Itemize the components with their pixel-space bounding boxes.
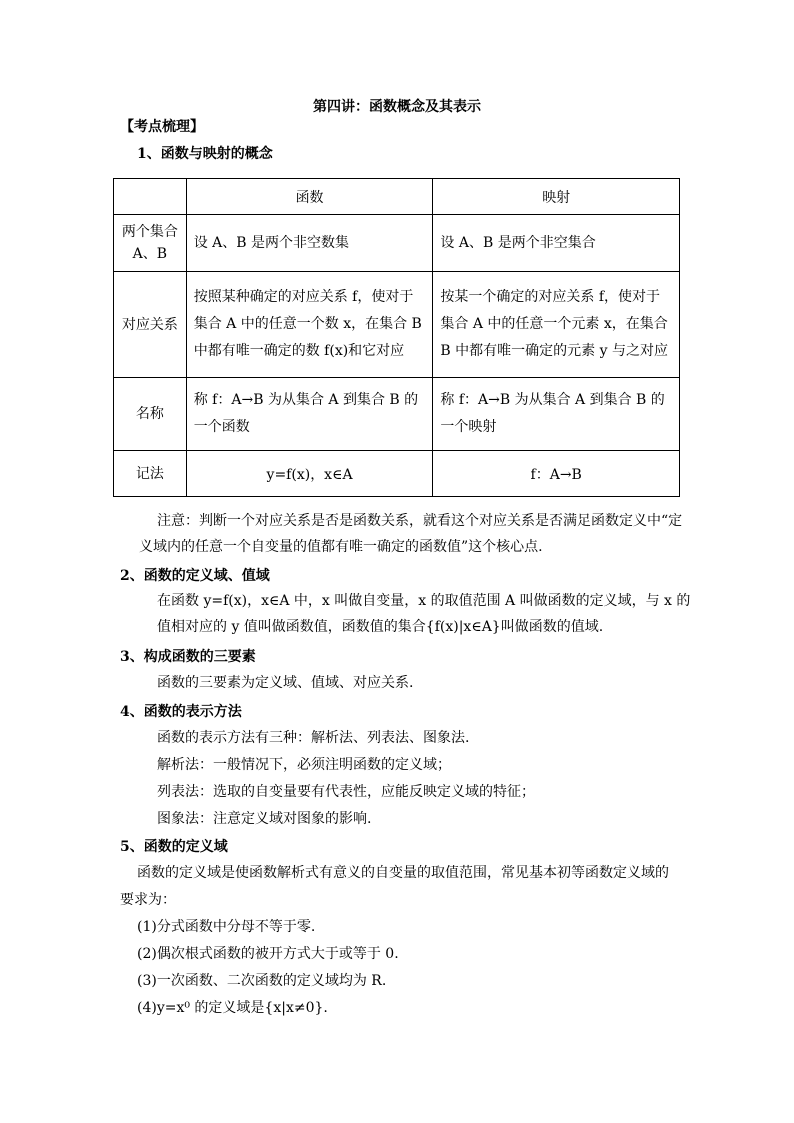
page-title: 第四讲：函数概念及其表示 (313, 99, 481, 115)
paragraph-line: 要求为： (120, 892, 176, 908)
list-item: (4)y=x⁰ 的定义域是{x|x≠0}. (137, 1000, 328, 1016)
paragraph-line: 解析法：一般情况下，必须注明函数的定义域； (157, 757, 451, 773)
note-line: 注意：判断一个对应关系是否是函数关系，就看这个对应关系是否满足函数定义中“定 (157, 513, 683, 529)
cell-function: 称 f：A→B 为从集合 A 到集合 B 的一个函数 (186, 378, 433, 451)
section-header: 【考点梳理】 (120, 119, 204, 135)
row-head: 两个集合 A、B (114, 215, 187, 272)
list-item: (1)分式函数中分母不等于零. (137, 919, 316, 935)
definition-table (113, 178, 680, 497)
cell-function: 按照某种确定的对应关系 f，使对于集合 A 中的任意一个数 x，在集合 B 中都有唯一确定的数 f(x)和它对应 (186, 272, 433, 378)
list-item: (3)一次函数、二次函数的定义域均为 R. (137, 973, 387, 989)
cell-function: 设 A、B 是两个非空数集 (186, 215, 433, 272)
cell-function: y=f(x)，x∈A (186, 451, 433, 497)
table-corner-cell (114, 179, 187, 215)
table-row (114, 378, 680, 451)
heading-1: 1、函数与映射的概念 (137, 146, 273, 162)
paragraph-line: 在函数 y=f(x)，x∈A 中，x 叫做自变量，x 的取值范围 A 叫做函数的定义域，与 x 的 (157, 593, 691, 609)
paragraph-line: 函数的三要素为定义域、值域、对应关系. (157, 675, 414, 691)
list-item: (2)偶次根式函数的被开方式大于或等于 0. (137, 946, 399, 962)
paragraph-line: 图象法：注意定义域对图象的影响. (157, 811, 372, 827)
table-row (114, 272, 680, 378)
paragraph-line: 函数的表示方法有三种：解析法、列表法、图象法. (157, 730, 470, 746)
cell-mapping: 设 A、B 是两个非空集合 (433, 215, 680, 272)
row-head: 名称 (114, 378, 187, 451)
heading-5: 5、函数的定义域 (120, 839, 228, 855)
note-line: 义域内的任意一个自变量的值都有唯一确定的函数值”这个核心点. (139, 539, 543, 555)
cell-mapping: 称 f：A→B 为从集合 A 到集合 B 的一个映射 (433, 378, 680, 451)
cell-mapping: f：A→B (433, 451, 680, 497)
paragraph-line: 列表法：选取的自变量要有代表性，应能反映定义域的特征； (157, 784, 535, 800)
table-row (114, 451, 680, 497)
table-header-row (114, 179, 680, 215)
table-row (114, 215, 680, 272)
paragraph-line: 值相对应的 y 值叫做函数值，函数值的集合{f(x)|x∈A}叫做函数的值域. (157, 619, 604, 635)
row-head: 记法 (114, 451, 187, 497)
col-header-mapping: 映射 (433, 179, 680, 215)
paragraph-line: 函数的定义域是使函数解析式有意义的自变量的取值范围，常见基本初等函数定义域的 (137, 865, 669, 881)
row-head: 对应关系 (114, 272, 187, 378)
heading-2: 2、函数的定义域、值域 (120, 568, 270, 584)
heading-4: 4、函数的表示方法 (120, 704, 242, 720)
heading-3: 3、构成函数的三要素 (120, 649, 256, 665)
col-header-function: 函数 (186, 179, 433, 215)
cell-mapping: 按某一个确定的对应关系 f，使对于集合 A 中的任意一个元素 x，在集合 B 中都有唯一确定的元素 y 与之对应 (433, 272, 680, 378)
